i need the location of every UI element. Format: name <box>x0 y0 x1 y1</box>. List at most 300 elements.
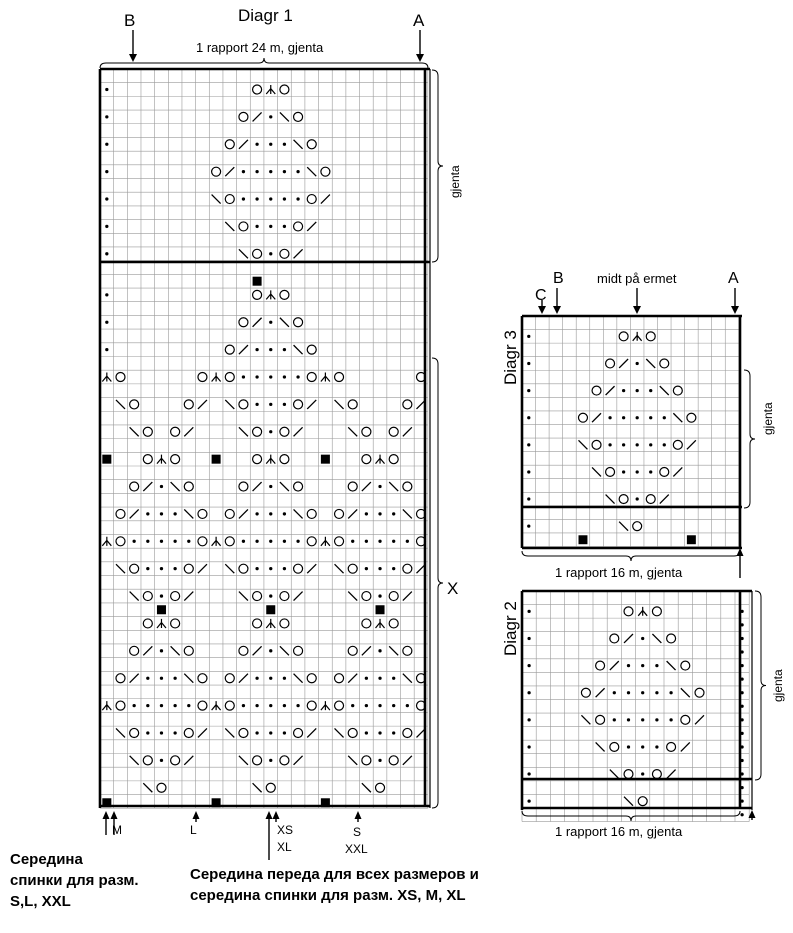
k2tog-left-symbol <box>579 440 588 449</box>
purl-dot-symbol <box>365 567 368 570</box>
marker-arrowhead <box>355 811 362 819</box>
double-decrease-symbol <box>376 455 385 464</box>
yarn-over-symbol <box>225 140 234 149</box>
yarn-over-symbol <box>403 400 412 409</box>
yarn-over-symbol <box>253 290 262 299</box>
purl-dot-symbol <box>269 594 272 597</box>
yarn-over-symbol <box>321 167 330 176</box>
yarn-over-symbol <box>225 195 234 204</box>
diagram-2-side-repeat-label: gjenta <box>771 669 785 702</box>
yarn-over-symbol <box>307 195 316 204</box>
marker-arrowhead <box>266 811 273 819</box>
purl-dot-symbol <box>740 705 743 708</box>
purl-dot-symbol <box>378 649 381 652</box>
k2tog-left-symbol <box>335 400 344 409</box>
repeat-brace <box>432 358 443 808</box>
purl-dot-symbol <box>255 731 258 734</box>
yarn-over-symbol <box>171 427 180 436</box>
yarn-over-symbol <box>695 688 704 697</box>
purl-dot-symbol <box>255 540 258 543</box>
yarn-over-symbol <box>225 345 234 354</box>
k2tog-right-symbol <box>307 222 316 231</box>
k2tog-right-symbol <box>143 482 152 491</box>
yarn-over-symbol <box>348 400 357 409</box>
purl-dot-symbol <box>655 718 658 721</box>
k2tog-left-symbol <box>348 592 357 601</box>
double-decrease-symbol <box>102 701 111 710</box>
yarn-over-symbol <box>171 455 180 464</box>
yarn-over-symbol <box>184 646 193 655</box>
k2tog-right-symbol <box>253 318 262 327</box>
purl-dot-symbol <box>269 430 272 433</box>
marker-arrowhead <box>749 810 756 818</box>
diagram-2-grid <box>522 591 752 822</box>
yarn-over-symbol <box>280 619 289 628</box>
yarn-over-symbol <box>624 607 633 616</box>
yarn-over-symbol <box>239 482 248 491</box>
purl-dot-symbol <box>269 225 272 228</box>
purl-dot-symbol <box>269 375 272 378</box>
purl-dot-symbol <box>255 567 258 570</box>
diagram-1-grid <box>100 69 430 808</box>
yarn-over-symbol <box>280 249 289 258</box>
yarn-over-symbol <box>280 85 289 94</box>
yarn-over-symbol <box>253 592 262 601</box>
purl-dot-symbol <box>663 416 666 419</box>
purl-dot-symbol <box>269 252 272 255</box>
purl-dot-symbol <box>636 470 639 473</box>
yarn-over-symbol <box>389 619 398 628</box>
yarn-over-symbol <box>687 413 696 422</box>
yarn-over-symbol <box>596 715 605 724</box>
purl-dot-symbol <box>269 485 272 488</box>
purl-dot-symbol <box>641 664 644 667</box>
purl-dot-symbol <box>636 497 639 500</box>
purl-dot-symbol <box>622 389 625 392</box>
purl-dot-symbol <box>649 389 652 392</box>
yarn-over-symbol <box>681 715 690 724</box>
purl-dot-symbol <box>255 348 258 351</box>
purl-dot-symbol <box>173 540 176 543</box>
purl-dot-symbol <box>105 348 108 351</box>
purl-dot-symbol <box>406 704 409 707</box>
yarn-over-symbol <box>157 783 166 792</box>
repeat-brace <box>522 551 740 561</box>
yarn-over-symbol <box>633 522 642 531</box>
purl-dot-symbol <box>105 115 108 118</box>
purl-dot-symbol <box>365 704 368 707</box>
purl-dot-symbol <box>146 704 149 707</box>
yarn-over-symbol <box>239 222 248 231</box>
repeat-brace <box>755 591 766 780</box>
purl-dot-symbol <box>133 540 136 543</box>
repeat-brace <box>744 370 755 508</box>
yarn-over-symbol <box>581 688 590 697</box>
yarn-over-symbol <box>239 646 248 655</box>
purl-dot-symbol <box>269 512 272 515</box>
purl-dot-symbol <box>283 704 286 707</box>
purl-dot-symbol <box>392 704 395 707</box>
k2tog-left-symbol <box>253 783 262 792</box>
diagram-3-marker-c: C <box>535 287 547 304</box>
yarn-over-symbol <box>610 742 619 751</box>
diagram-3-title: Diagr 3 <box>501 330 520 385</box>
yarn-over-symbol <box>253 249 262 258</box>
purl-dot-symbol <box>255 403 258 406</box>
purl-dot-symbol <box>351 540 354 543</box>
purl-dot-symbol <box>160 594 163 597</box>
yarn-over-symbol <box>184 728 193 737</box>
purl-dot-symbol <box>527 772 530 775</box>
purl-dot-symbol <box>365 512 368 515</box>
k2tog-left-symbol <box>610 770 619 779</box>
purl-dot-symbol <box>105 88 108 91</box>
yarn-over-symbol <box>198 537 207 546</box>
purl-dot-symbol <box>255 225 258 228</box>
marker-arrowhead <box>273 811 280 819</box>
yarn-over-symbol <box>171 619 180 628</box>
purl-dot-symbol <box>242 170 245 173</box>
yarn-over-symbol <box>198 373 207 382</box>
purl-dot-symbol <box>269 649 272 652</box>
k2tog-left-symbol <box>389 646 398 655</box>
k2tog-left-symbol <box>362 783 371 792</box>
purl-dot-symbol <box>105 293 108 296</box>
purl-dot-symbol <box>740 664 743 667</box>
k2tog-right-symbol <box>239 509 248 518</box>
k2tog-right-symbol <box>239 674 248 683</box>
double-decrease-symbol <box>638 607 647 616</box>
diagram-1-marker-b: B <box>124 11 136 30</box>
purl-dot-symbol <box>255 375 258 378</box>
purl-dot-symbol <box>378 512 381 515</box>
yarn-over-symbol <box>171 592 180 601</box>
yarn-over-symbol <box>638 797 647 806</box>
purl-dot-symbol <box>105 225 108 228</box>
purl-dot-symbol <box>146 677 149 680</box>
yarn-over-symbol <box>403 564 412 573</box>
purl-dot-symbol <box>160 512 163 515</box>
yarn-over-symbol <box>294 400 303 409</box>
yarn-over-symbol <box>294 318 303 327</box>
yarn-over-symbol <box>335 373 344 382</box>
k2tog-left-symbol <box>606 495 615 504</box>
purl-dot-symbol <box>527 525 530 528</box>
purl-dot-symbol <box>641 718 644 721</box>
yarn-over-symbol <box>143 592 152 601</box>
k2tog-right-symbol <box>239 140 248 149</box>
yarn-over-symbol <box>652 770 661 779</box>
double-decrease-symbol <box>376 619 385 628</box>
k2tog-left-symbol <box>280 112 289 121</box>
yarn-over-symbol <box>660 467 669 476</box>
purl-dot-symbol <box>740 745 743 748</box>
marker-arrowhead <box>193 811 200 819</box>
purl-dot-symbol <box>173 731 176 734</box>
k2tog-left-symbol <box>673 413 682 422</box>
purl-dot-symbol <box>378 759 381 762</box>
yarn-over-symbol <box>335 674 344 683</box>
purl-dot-symbol <box>378 731 381 734</box>
diagram-1-repeat-label: 1 rapport 24 m, gjenta <box>196 40 324 55</box>
purl-dot-symbol <box>527 443 530 446</box>
yarn-over-symbol <box>348 564 357 573</box>
k2tog-left-symbol <box>307 167 316 176</box>
k2tog-right-symbol <box>198 564 207 573</box>
purl-dot-symbol <box>283 731 286 734</box>
k2tog-right-symbol <box>695 715 704 724</box>
k2tog-right-symbol <box>239 345 248 354</box>
purl-dot-symbol <box>649 470 652 473</box>
yarn-over-symbol <box>403 728 412 737</box>
purl-dot-symbol <box>173 704 176 707</box>
purl-dot-symbol <box>283 677 286 680</box>
double-decrease-symbol <box>212 373 221 382</box>
purl-dot-symbol <box>378 677 381 680</box>
size-label-xs: XS <box>277 823 294 837</box>
purl-dot-symbol <box>365 731 368 734</box>
k2tog-right-symbol <box>592 413 601 422</box>
double-decrease-symbol <box>212 701 221 710</box>
yarn-over-symbol <box>335 701 344 710</box>
k2tog-right-symbol <box>130 509 139 518</box>
yarn-over-symbol <box>253 756 262 765</box>
k2tog-left-symbol <box>348 756 357 765</box>
marker-arrowhead <box>553 306 561 314</box>
purl-dot-symbol <box>636 416 639 419</box>
purl-dot-symbol <box>242 375 245 378</box>
repeat-brace <box>432 70 443 262</box>
k2tog-right-symbol <box>681 742 690 751</box>
yarn-over-symbol <box>294 564 303 573</box>
purl-dot-symbol <box>641 772 644 775</box>
purl-dot-symbol <box>622 470 625 473</box>
purl-dot-symbol <box>160 649 163 652</box>
size-label-m: M <box>112 823 122 837</box>
k2tog-right-symbol <box>610 661 619 670</box>
k2tog-right-symbol <box>321 195 330 204</box>
purl-dot-symbol <box>283 170 286 173</box>
diagram-3-side-repeat-label: gjenta <box>761 402 775 435</box>
diagram-2-repeat-label: 1 rapport 16 m, gjenta <box>555 824 683 839</box>
marker-arrowhead <box>633 306 641 314</box>
purl-dot-symbol <box>283 197 286 200</box>
yarn-over-symbol <box>362 427 371 436</box>
purl-dot-symbol <box>255 704 258 707</box>
yarn-over-symbol <box>253 619 262 628</box>
purl-dot-symbol <box>269 567 272 570</box>
k2tog-left-symbol <box>239 592 248 601</box>
yarn-over-symbol <box>280 455 289 464</box>
yarn-over-symbol <box>280 756 289 765</box>
purl-dot-symbol <box>527 497 530 500</box>
purl-dot-symbol <box>740 691 743 694</box>
double-decrease-symbol <box>321 701 330 710</box>
purl-dot-symbol <box>160 540 163 543</box>
purl-dot-symbol <box>527 800 530 803</box>
purl-dot-symbol <box>527 745 530 748</box>
purl-dot-symbol <box>269 321 272 324</box>
purl-dot-symbol <box>392 677 395 680</box>
yarn-over-symbol <box>348 728 357 737</box>
diagram-1-title: Diagr 1 <box>238 6 293 25</box>
yarn-over-symbol <box>606 467 615 476</box>
k2tog-left-symbol <box>280 482 289 491</box>
purl-dot-symbol <box>392 731 395 734</box>
purl-dot-symbol <box>378 594 381 597</box>
purl-dot-symbol <box>283 143 286 146</box>
purl-dot-symbol <box>105 197 108 200</box>
purl-dot-symbol <box>627 691 630 694</box>
purl-dot-symbol <box>740 610 743 613</box>
k2tog-right-symbol <box>596 688 605 697</box>
purl-dot-symbol <box>296 704 299 707</box>
purl-dot-symbol <box>669 691 672 694</box>
yarn-over-symbol <box>116 537 125 546</box>
purl-dot-symbol <box>283 567 286 570</box>
yarn-over-symbol <box>184 400 193 409</box>
yarn-over-symbol <box>130 482 139 491</box>
purl-dot-symbol <box>636 443 639 446</box>
filled-square-symbol <box>687 535 696 544</box>
purl-dot-symbol <box>365 540 368 543</box>
filled-square-symbol <box>579 535 588 544</box>
purl-dot-symbol <box>627 745 630 748</box>
k2tog-right-symbol <box>198 400 207 409</box>
purl-dot-symbol <box>105 252 108 255</box>
purl-dot-symbol <box>740 732 743 735</box>
yarn-over-symbol <box>130 646 139 655</box>
k2tog-left-symbol <box>225 728 234 737</box>
k2tog-right-symbol <box>362 482 371 491</box>
purl-dot-symbol <box>669 718 672 721</box>
purl-dot-symbol <box>527 718 530 721</box>
note-front-center-line-2: середина спинки для разм. XS, M, XL <box>190 887 466 904</box>
purl-dot-symbol <box>740 623 743 626</box>
k2tog-right-symbol <box>606 386 615 395</box>
filled-square-symbol <box>157 605 166 614</box>
yarn-over-symbol <box>116 373 125 382</box>
yarn-over-symbol <box>592 386 601 395</box>
yarn-over-symbol <box>681 661 690 670</box>
purl-dot-symbol <box>283 403 286 406</box>
purl-dot-symbol <box>392 512 395 515</box>
purl-dot-symbol <box>655 691 658 694</box>
purl-dot-symbol <box>365 677 368 680</box>
k2tog-left-symbol <box>596 742 605 751</box>
yarn-over-symbol <box>610 634 619 643</box>
k2tog-left-symbol <box>280 318 289 327</box>
double-decrease-symbol <box>266 455 275 464</box>
k2tog-left-symbol <box>348 427 357 436</box>
yarn-over-symbol <box>198 701 207 710</box>
purl-dot-symbol <box>655 664 658 667</box>
k2tog-right-symbol <box>294 427 303 436</box>
marker-arrowhead <box>129 54 137 62</box>
purl-dot-symbol <box>740 718 743 721</box>
yarn-over-symbol <box>673 440 682 449</box>
purl-dot-symbol <box>187 540 190 543</box>
yarn-over-symbol <box>198 674 207 683</box>
yarn-over-symbol <box>596 661 605 670</box>
purl-dot-symbol <box>173 567 176 570</box>
yarn-over-symbol <box>184 564 193 573</box>
purl-dot-symbol <box>627 718 630 721</box>
yarn-over-symbol <box>652 607 661 616</box>
purl-dot-symbol <box>627 664 630 667</box>
diagram-1-side-x-label: X <box>447 579 459 598</box>
yarn-over-symbol <box>143 455 152 464</box>
double-decrease-symbol <box>212 537 221 546</box>
note-front-center-line-1: Середина переда для всех размеров и <box>190 866 479 883</box>
yarn-over-symbol <box>348 482 357 491</box>
yarn-over-symbol <box>660 359 669 368</box>
purl-dot-symbol <box>378 540 381 543</box>
purl-dot-symbol <box>269 197 272 200</box>
k2tog-left-symbol <box>239 756 248 765</box>
purl-dot-symbol <box>160 731 163 734</box>
purl-dot-symbol <box>740 786 743 789</box>
yarn-over-symbol <box>307 345 316 354</box>
k2tog-left-symbol <box>335 564 344 573</box>
yarn-over-symbol <box>619 332 628 341</box>
double-decrease-symbol <box>266 290 275 299</box>
purl-dot-symbol <box>105 143 108 146</box>
k2tog-left-symbol <box>212 195 221 204</box>
double-decrease-symbol <box>321 373 330 382</box>
yarn-over-symbol <box>389 455 398 464</box>
yarn-over-symbol <box>294 646 303 655</box>
yarn-over-symbol <box>307 373 316 382</box>
k2tog-right-symbol <box>348 674 357 683</box>
yarn-over-symbol <box>389 427 398 436</box>
k2tog-right-symbol <box>225 167 234 176</box>
k2tog-left-symbol <box>403 674 412 683</box>
k2tog-right-symbol <box>184 427 193 436</box>
filled-square-symbol <box>376 605 385 614</box>
k2tog-left-symbol <box>660 386 669 395</box>
filled-square-symbol <box>266 605 275 614</box>
double-decrease-symbol <box>633 332 642 341</box>
yarn-over-symbol <box>606 359 615 368</box>
yarn-over-symbol <box>667 634 676 643</box>
purl-dot-symbol <box>636 362 639 365</box>
k2tog-left-symbol <box>225 400 234 409</box>
purl-dot-symbol <box>146 567 149 570</box>
note-back-center-line-1: Середина <box>10 851 83 868</box>
yarn-over-symbol <box>294 482 303 491</box>
diagram-3-marker-b: B <box>553 270 564 287</box>
yarn-over-symbol <box>116 509 125 518</box>
purl-dot-symbol <box>146 512 149 515</box>
k2tog-right-symbol <box>198 728 207 737</box>
yarn-over-symbol <box>307 509 316 518</box>
yarn-over-symbol <box>239 728 248 737</box>
filled-square-symbol <box>321 798 330 807</box>
purl-dot-symbol <box>527 470 530 473</box>
purl-dot-symbol <box>740 759 743 762</box>
k2tog-right-symbol <box>362 646 371 655</box>
k2tog-left-symbol <box>184 674 193 683</box>
yarn-over-symbol <box>307 674 316 683</box>
purl-dot-symbol <box>255 512 258 515</box>
purl-dot-symbol <box>378 704 381 707</box>
purl-dot-symbol <box>160 759 163 762</box>
size-label-l: L <box>190 823 197 837</box>
yarn-over-symbol <box>646 332 655 341</box>
purl-dot-symbol <box>641 745 644 748</box>
k2tog-right-symbol <box>660 495 669 504</box>
